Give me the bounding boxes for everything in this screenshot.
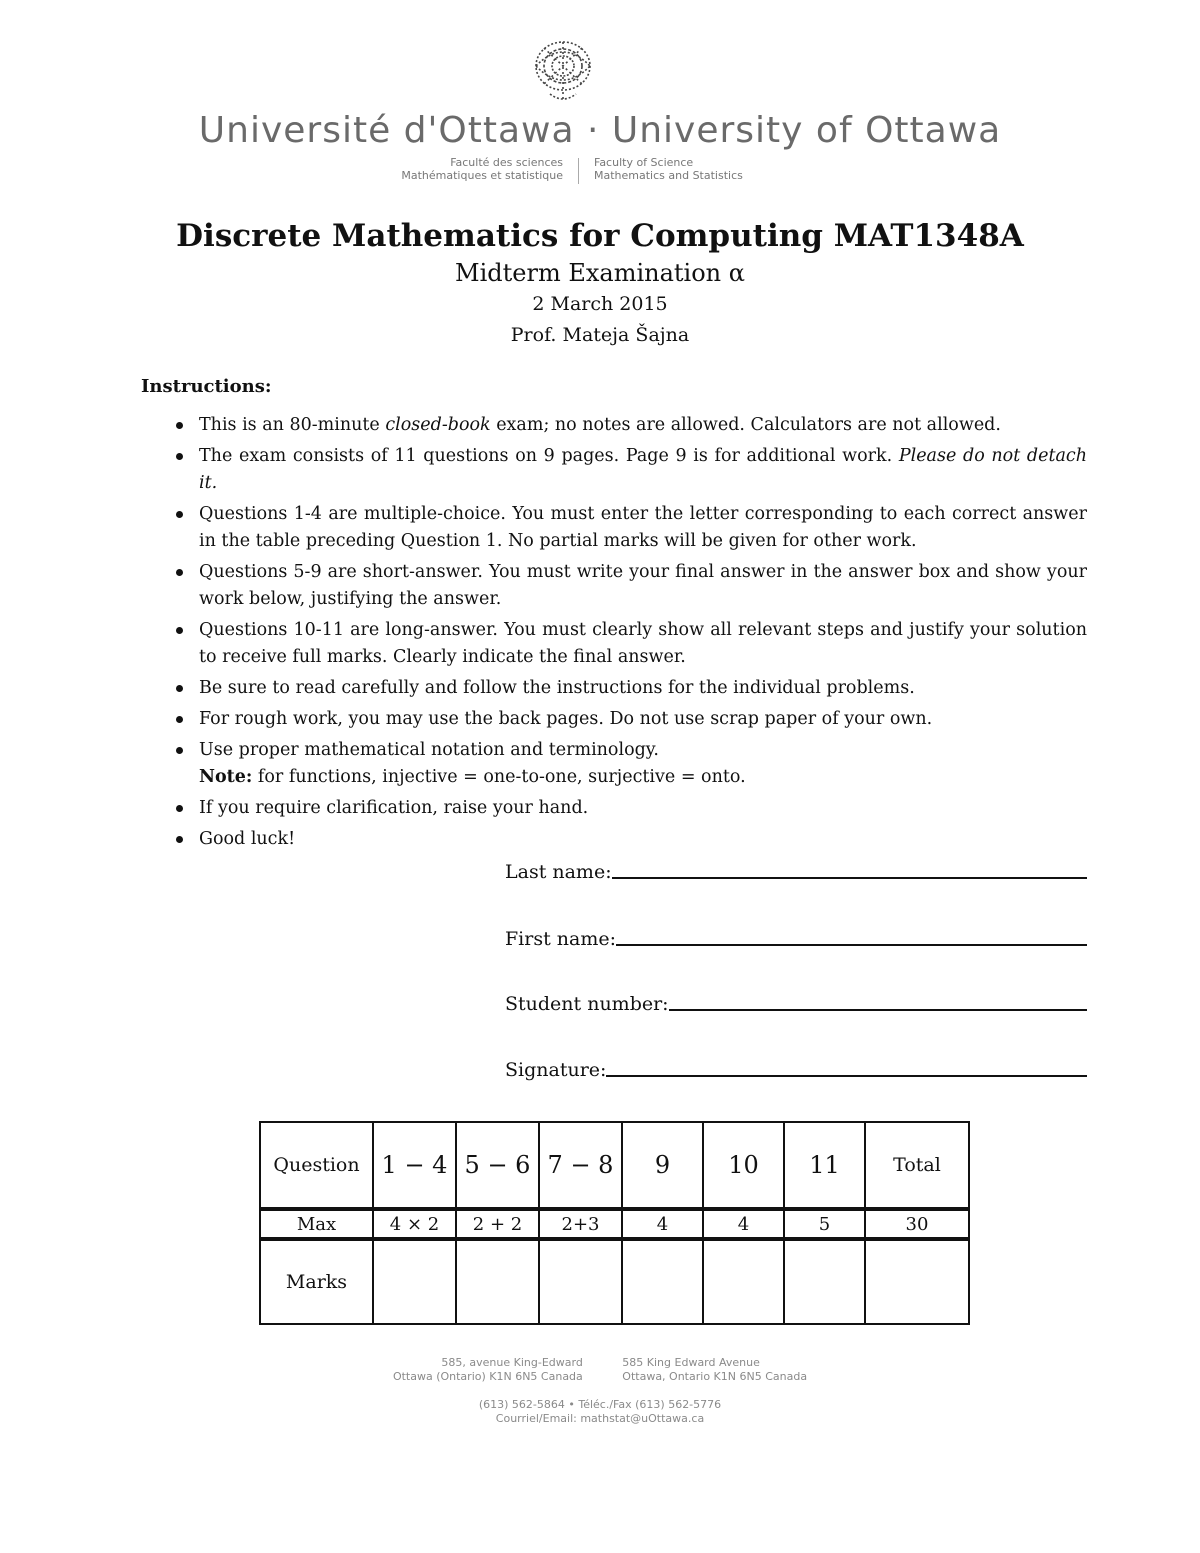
question-cell: 5 − 6: [456, 1122, 539, 1209]
faculty-en-line1: Faculty of Science: [594, 156, 694, 169]
marks-cell[interactable]: [622, 1239, 703, 1324]
signature-label: Signature:: [505, 1059, 607, 1081]
university-crest-icon: [530, 34, 596, 104]
instruction-item: Good luck!: [172, 826, 1087, 853]
max-cell: 2+3: [539, 1209, 622, 1239]
footer-phone: (613) 562-5864 • Téléc./Fax (613) 562-5776: [478, 1398, 722, 1411]
max-cell: 4 × 2: [373, 1209, 456, 1239]
footer-email: Courriel/Email: mathstat@uOttawa.ca: [495, 1412, 705, 1425]
faculty-fr-line2: Mathématiques et statistique: [401, 169, 563, 182]
bullet-icon: [176, 453, 183, 460]
instruction-item: Questions 5-9 are short-answer. You must write your final answer in the answer box and show your work below, justifying the answer.: [172, 559, 1087, 613]
max-cell: 4: [622, 1209, 703, 1239]
marks-row-label: Marks: [260, 1239, 373, 1324]
marks-row: [260, 1239, 969, 1324]
question-row-label: Question: [260, 1122, 373, 1209]
footer-address: [0, 1356, 1200, 1384]
exam-title: Midterm Examination α: [455, 259, 745, 287]
first-name-line[interactable]: [616, 943, 1087, 946]
student-number-line[interactable]: [669, 1008, 1087, 1011]
instruction-item: Questions 1-4 are multiple-choice. You must enter the letter corresponding to each correct answer in the table preceding Question 1. No partial marks will be given for other work.: [172, 501, 1087, 555]
faculty-divider: [578, 158, 579, 184]
bullet-icon: [176, 511, 183, 518]
question-row: [260, 1122, 969, 1209]
marks-table: [259, 1121, 970, 1325]
marks-cell[interactable]: [784, 1239, 865, 1324]
footer-address-fr: 585, avenue King-Edward Ottawa (Ontario) K1N 6N5 Canada: [392, 1356, 583, 1383]
last-name-label: Last name:: [505, 861, 612, 883]
max-cell: 2 + 2: [456, 1209, 539, 1239]
instruction-item: Use proper mathematical notation and terminology. Note: for functions, injective = one-to-one, surjective = onto.: [172, 737, 1087, 791]
question-cell: 7 − 8: [539, 1122, 622, 1209]
max-cell-total: 30: [865, 1209, 969, 1239]
marks-cell[interactable]: [539, 1239, 622, 1324]
bullet-icon: [176, 422, 183, 429]
last-name-line[interactable]: [612, 876, 1087, 879]
instruction-item: For rough work, you may use the back pages. Do not use scrap paper of your own.: [172, 706, 1087, 733]
question-cell-total: Total: [865, 1122, 969, 1209]
faculty-fr-line1: Faculté des sciences: [450, 156, 563, 169]
question-cell: 1 − 4: [373, 1122, 456, 1209]
question-cell: 10: [703, 1122, 784, 1209]
first-name-field[interactable]: [505, 928, 1087, 950]
faculty-french: [368, 156, 563, 182]
bullet-icon: [176, 569, 183, 576]
student-number-field[interactable]: [505, 993, 1087, 1015]
signature-field[interactable]: [505, 1059, 1087, 1081]
first-name-label: First name:: [505, 928, 616, 950]
footer-address-en: 585 King Edward Avenue Ottawa, Ontario K1N 6N5 Canada: [622, 1356, 808, 1383]
last-name-field[interactable]: [505, 861, 1087, 883]
bullet-icon: [176, 627, 183, 634]
professor-name: Prof. Mateja Šajna: [510, 324, 690, 346]
marks-cell[interactable]: [373, 1239, 456, 1324]
student-number-label: Student number:: [505, 993, 669, 1015]
max-row-label: Max: [260, 1209, 373, 1239]
instruction-item: The exam consists of 11 questions on 9 pages. Page 9 is for additional work. Please do not detach it.: [172, 443, 1087, 497]
marks-cell[interactable]: [703, 1239, 784, 1324]
question-cell: 9: [622, 1122, 703, 1209]
bullet-icon: [176, 747, 183, 754]
instruction-item: This is an 80-minute closed-book exam; no notes are allowed. Calculators are not allowed.: [172, 412, 1087, 439]
instruction-item: If you require clarification, raise your hand.: [172, 795, 1087, 822]
max-cell: 4: [703, 1209, 784, 1239]
exam-date: 2 March 2015: [532, 293, 668, 315]
instructions-heading: Instructions:: [141, 376, 272, 397]
question-cell: 11: [784, 1122, 865, 1209]
bullet-icon: [176, 685, 183, 692]
marks-cell[interactable]: [456, 1239, 539, 1324]
bullet-icon: [176, 836, 183, 843]
max-cell: 5: [784, 1209, 865, 1239]
instructions-list: [172, 412, 1087, 857]
bullet-icon: [176, 716, 183, 723]
marks-cell-total[interactable]: [865, 1239, 969, 1324]
faculty-en-line2: Mathematics and Statistics: [594, 169, 743, 182]
faculty-english: [594, 156, 774, 182]
signature-line[interactable]: [606, 1074, 1087, 1077]
footer-contact: [0, 1398, 1200, 1426]
university-name: Université d'Ottawa · University of Ottawa: [198, 110, 1002, 151]
bullet-icon: [176, 805, 183, 812]
instruction-item: Questions 10-11 are long-answer. You must clearly show all relevant steps and justify your solution to receive full marks. Clearly indicate the final answer.: [172, 617, 1087, 671]
max-row: [260, 1209, 969, 1239]
instruction-item: Be sure to read carefully and follow the instructions for the individual problems.: [172, 675, 1087, 702]
course-title: Discrete Mathematics for Computing MAT1348A: [176, 218, 1024, 254]
